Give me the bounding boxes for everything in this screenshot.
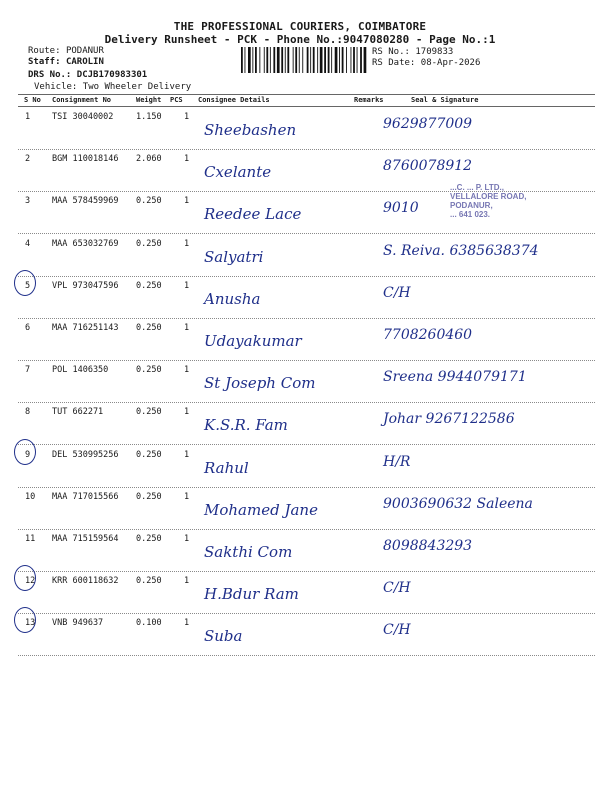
document-title: THE PROFESSIONAL COURIERS, COIMBATORE — [173, 20, 427, 33]
row-consignment-no: DEL 530995256 — [52, 449, 119, 460]
row-consignment-no: MAA 715159564 — [52, 534, 119, 544]
row-consignment-no: MAA 578459969 — [52, 196, 119, 207]
row-weight: 2.060 — [136, 154, 162, 165]
table-row — [18, 445, 595, 488]
consignee-handwriting: St Joseph Com — [204, 374, 316, 393]
rs-no-label: RS No.: — [372, 47, 410, 57]
row-sno: 7 — [25, 365, 31, 376]
col-header-remarks: Remarks — [354, 96, 384, 104]
row-pcs: 1 — [184, 280, 190, 291]
row-sno: 11 — [25, 534, 36, 544]
row-sno: 6 — [25, 323, 31, 333]
staff-label: Staff: — [28, 57, 61, 67]
consignee-handwriting: Mohamed Jane — [204, 500, 318, 519]
drs-label: DRS No.: — [28, 70, 72, 80]
table-row — [18, 613, 595, 656]
drs-value: DCJB170983301 — [76, 70, 148, 80]
document-subtitle: Delivery Runsheet - PCK - Phone No.:9047080280 - Page No.:1 — [104, 33, 496, 46]
table-row — [18, 107, 595, 150]
seal-signature-handwriting: Sreena 9944079171 — [383, 369, 527, 386]
vehicle-value: Two Wheeler Delivery — [82, 82, 192, 92]
route-value: PODANUR — [65, 46, 104, 56]
row-weight: 1.150 — [136, 112, 162, 122]
consignee-handwriting: Udayakumar — [204, 332, 302, 350]
row-pcs: 1 — [184, 618, 190, 629]
row-consignment-no: MAA 653032769 — [52, 238, 119, 249]
row-weight: 0.250 — [136, 280, 162, 291]
col-header-consignee: Consignee Details — [198, 96, 270, 104]
table-row — [18, 487, 595, 530]
table-row — [18, 360, 595, 403]
row-pcs: 1 — [184, 154, 190, 165]
row-sno: 9 — [25, 449, 31, 460]
table-row — [18, 234, 595, 277]
row-pcs: 1 — [184, 576, 190, 587]
company-stamp-impression: ...C. ... P. LTD., VELLALORE ROAD, PODANUR, ... 641 023. — [450, 183, 527, 219]
row-weight: 0.250 — [136, 323, 162, 333]
consignee-handwriting: Suba — [204, 627, 243, 646]
row-weight: 0.250 — [136, 196, 162, 207]
row-sno: 1 — [25, 112, 31, 122]
row-weight: 0.250 — [136, 491, 162, 502]
col-header-weight: Weight — [136, 96, 162, 104]
row-sno: 2 — [25, 154, 31, 165]
row-sno: 5 — [25, 280, 31, 291]
barcode — [241, 47, 367, 73]
route-line — [28, 46, 104, 57]
consignee-handwriting: H.Bdur Ram — [204, 585, 299, 604]
row-consignment-no: TUT 662271 — [52, 407, 104, 418]
table-row — [18, 571, 595, 614]
seal-signature-handwriting: 9003690632 Saleena — [383, 495, 533, 512]
col-header-pcs: PCS — [170, 96, 183, 104]
circled-serial-mark — [14, 439, 36, 465]
row-consignment-no: TSI 30040002 — [52, 112, 114, 122]
row-weight: 0.100 — [136, 618, 162, 629]
consignee-handwriting: Salyatri — [204, 247, 264, 266]
row-pcs: 1 — [184, 449, 190, 460]
row-consignment-no: VPL 973047596 — [52, 280, 119, 291]
consignee-handwriting: Rahul — [204, 458, 249, 477]
seal-signature-handwriting: C/H — [383, 580, 411, 597]
row-pcs: 1 — [184, 491, 190, 502]
col-header-consignment: Consignment No — [52, 96, 112, 104]
consignee-handwriting: K.S.R. Fam — [204, 416, 288, 435]
staff-line — [28, 57, 104, 68]
seal-signature-handwriting: 9629877009 — [383, 116, 473, 132]
row-weight: 0.250 — [136, 576, 162, 587]
seal-signature-handwriting: C/H — [383, 622, 411, 639]
vehicle-label: Vehicle: — [34, 82, 78, 92]
row-sno: 10 — [25, 491, 36, 502]
seal-signature-handwriting: Johar 9267122586 — [383, 411, 515, 428]
consignee-handwriting: Sheebashen — [204, 121, 297, 139]
consignee-handwriting: Sakthi Com — [204, 543, 293, 561]
row-sno: 13 — [25, 618, 36, 629]
row-pcs: 1 — [184, 238, 190, 249]
drs-line — [28, 70, 147, 81]
row-consignment-no: KRR 600118632 — [52, 576, 119, 587]
seal-signature-handwriting: H/R — [383, 453, 411, 470]
circled-serial-mark — [14, 270, 36, 296]
row-pcs: 1 — [184, 196, 190, 207]
vehicle-line — [34, 82, 191, 93]
row-sno: 3 — [25, 196, 31, 207]
seal-signature-handwriting: 9010 — [383, 200, 419, 217]
rs-no-value: 1709833 — [415, 47, 454, 57]
header-rule-top — [18, 94, 595, 95]
row-pcs: 1 — [184, 365, 190, 376]
row-sno: 4 — [25, 238, 31, 249]
row-pcs: 1 — [184, 323, 190, 333]
consignee-handwriting: Cxelante — [204, 163, 272, 182]
route-label: Route: — [28, 46, 61, 56]
rs-date-line — [372, 58, 480, 68]
col-header-seal: Seal & Signature — [411, 96, 479, 104]
seal-signature-handwriting: S. Reiva. 6385638374 — [383, 242, 539, 259]
row-pcs: 1 — [184, 534, 190, 544]
col-header-sno: S No — [24, 96, 41, 104]
table-row — [18, 276, 595, 319]
rs-date-label: RS Date: — [372, 58, 416, 68]
row-consignment-no: BGM 110018146 — [52, 154, 119, 165]
staff-value: CAROLIN — [65, 57, 104, 67]
consignee-handwriting: Anusha — [204, 289, 261, 308]
row-weight: 0.250 — [136, 365, 162, 376]
row-pcs: 1 — [184, 407, 190, 418]
seal-signature-handwriting: 7708260460 — [383, 327, 473, 343]
seal-signature-handwriting: C/H — [383, 284, 411, 301]
circled-serial-mark — [14, 565, 36, 591]
rs-no-line — [372, 47, 453, 57]
row-consignment-no: VNB 949637 — [52, 618, 104, 629]
row-pcs: 1 — [184, 112, 190, 122]
seal-signature-handwriting: 8760078912 — [383, 158, 473, 175]
row-weight: 0.250 — [136, 534, 162, 544]
seal-signature-handwriting: 8098843293 — [383, 538, 473, 554]
row-sno: 8 — [25, 407, 31, 418]
row-weight: 0.250 — [136, 449, 162, 460]
row-weight: 0.250 — [136, 407, 162, 418]
rs-date-value: 08-Apr-2026 — [420, 58, 481, 68]
row-consignment-no: MAA 717015566 — [52, 491, 119, 502]
row-consignment-no: POL 1406350 — [52, 365, 109, 376]
row-sno: 12 — [25, 576, 36, 587]
table-row — [18, 529, 595, 572]
row-weight: 0.250 — [136, 238, 162, 249]
circled-serial-mark — [14, 607, 36, 633]
row-consignment-no: MAA 716251143 — [52, 323, 119, 333]
table-row — [18, 402, 595, 445]
table-row — [18, 318, 595, 361]
consignee-handwriting: Reedee Lace — [204, 205, 302, 224]
